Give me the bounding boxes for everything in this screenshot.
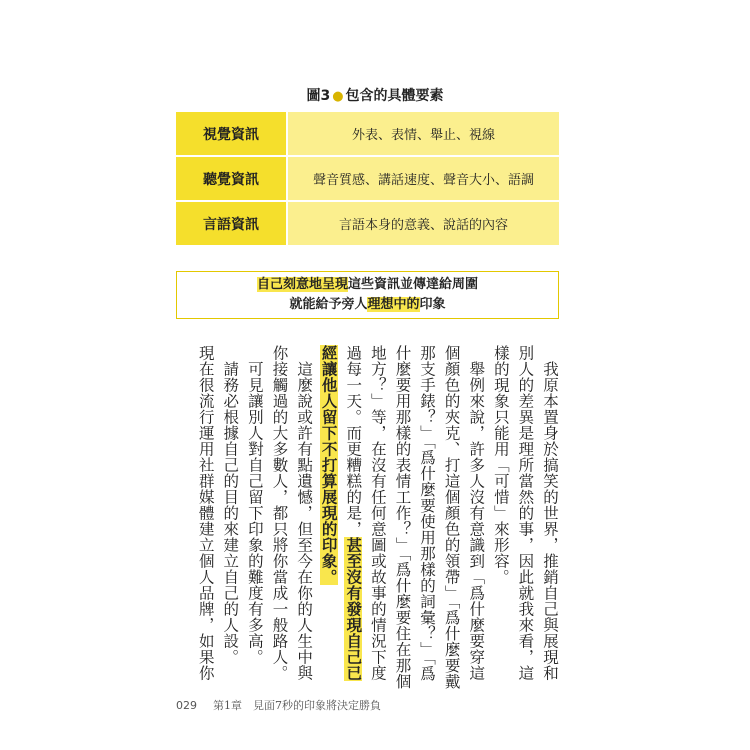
body-text [193,345,562,690]
summary-line-1 [257,275,478,295]
bullet-icon: ● [332,89,344,104]
page-number: 029 [176,699,197,712]
paragraph [242,345,267,690]
paragraph [316,345,488,690]
paragraph-text: 這麼說或許有點遺憾，但至今在你的人生中與你接觸過的大多數人，都只將你當成一般路人。 [270,345,314,681]
summary-highlight: 理想中的 [367,297,420,312]
chapter-title: 第1章 見面7秒的印象將決定勝負 [213,699,381,712]
table-row [176,202,559,245]
paragraph-text: 可見讓別人對自己留下印象的難度有多高。 [245,361,264,665]
row-label: 聽覺資訊 [176,157,286,200]
summary-text: 就能給予旁人 [289,297,368,312]
paragraph [267,345,316,690]
figure-title [0,85,750,105]
figure-caption: 包含的具體要素 [345,88,444,104]
emphasis-text: 甚至沒有發現自己已經讓他人留下不打算展現的印象。 [319,345,363,681]
paragraph [218,345,243,690]
table-row [176,157,559,200]
row-label: 視覺資訊 [176,112,286,155]
row-value: 外表、表情、舉止、視線 [288,112,559,155]
paragraph [488,345,562,690]
paragraph-text: 我原本置身於搞笑的世界，推銷自己與展現和別人的差異是理所當然的事，因此就我來看，這樣的現象只能用「可惜」來形容。 [491,345,559,681]
row-value: 聲音質感、講話速度、聲音大小、語調 [288,157,559,200]
table-row [176,112,559,155]
row-value: 言語本身的意義、說話的內容 [288,202,559,245]
summary-text: 印象 [419,297,446,312]
summary-highlight: 自己刻意地呈現 [256,277,348,292]
summary-box [176,271,559,319]
info-table [176,112,559,247]
paragraph [193,345,218,690]
page-footer [176,697,381,713]
figure-number: 圖3 [306,88,331,104]
summary-text: 這些資訊並傳達給周圍 [348,277,479,292]
paragraph-text: 舉例來說，許多人沒有意識到「爲什麼要穿這個顏色的夾克、打這個顏色的領帶」「爲什麼要戴那支手錶？」「爲什麼要使用那樣的詞彙？」「爲什麼要用那樣的表情工作？」「爲什麼要住在那個地方？」等，在沒有任何意圖或故事的情況下度過每一天。而更糟糕的是， [344,345,486,690]
paragraph-text: 請務必根據自己的目的來建立自己的人設。 [221,361,240,665]
row-label: 言語資訊 [176,202,286,245]
summary-line-2 [289,295,445,315]
paragraph-text: 現在很流行運用社群媒體建立個人品牌，如果你 [196,345,215,681]
